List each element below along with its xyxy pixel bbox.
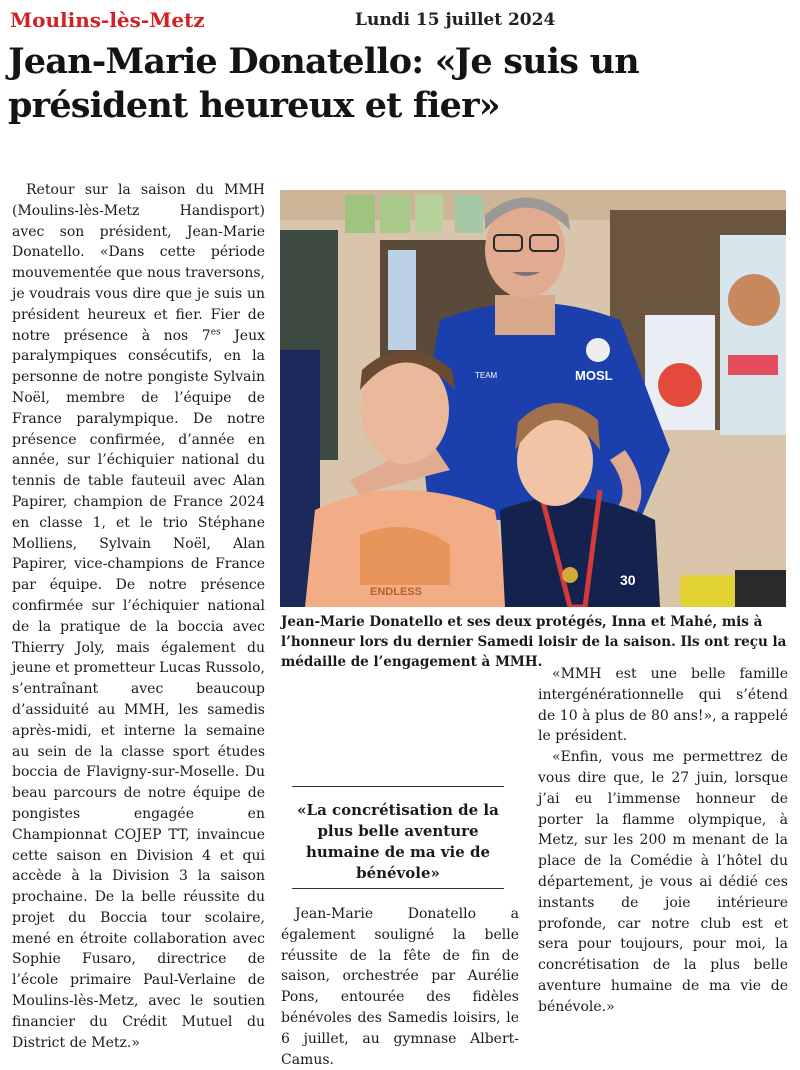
article-headline: Jean-Marie Donatello: «Je suis un président heureux et fier» xyxy=(8,41,639,126)
girl-shirt-text: 30 xyxy=(620,572,636,588)
jersey-brand: TEAM xyxy=(475,371,498,380)
article-paragraph-1 xyxy=(12,180,265,1053)
photo-caption: Jean-Marie Donatello et ses deux protégés, Inna et Mahé, mis à l’honneur lors du dernier Samedi loisir de la saison. Ils ont reçu la médaille de l’engagement à MMH. xyxy=(281,614,787,670)
article-paragraph-3: «MMH est une belle famille intergénérationnelle qui s’étend de 10 à plus de 80 ans!», a rappelé le président. xyxy=(538,666,788,745)
boy-shirt-text: ENDLESS xyxy=(370,586,422,598)
pull-quote-bottom-rule xyxy=(292,888,504,889)
pull-quote-top-rule xyxy=(292,786,504,787)
publication-date: Lundi 15 juillet 2024 xyxy=(355,10,556,30)
article-paragraph-2: Jean-Marie Donatello a également souligné la belle réussite de la fête de fin de saison, orchestrée par Aurélie Pons, entourée des fidèles bénévoles des Samedis loisirs, le 6 juillet, au gymnase Albert-Camus. xyxy=(281,906,519,1068)
article-column-3 xyxy=(538,664,788,1018)
section-kicker: Moulins-lès-Metz xyxy=(10,8,205,32)
article-paragraph-4: «Enfin, vous me permettrez de vous dire que, le 27 juin, lorsque j’ai eu l’immense honneur de porter la flamme olympique, à Metz, sur les 200 m menant de la place de la Comédie à l’hôtel du département, je vous ai dédié ces instants de joie intérieure profonde, car notre club est et sera pour toujours, pour moi, la concrétisation de la plus belle aventure humaine de ma vie de bénévole.» xyxy=(538,749,788,1015)
paragraph-1-start: Retour sur la saison du MMH (Moulins-lès-Metz Handisport) avec son président, Jean-Marie Donatello. «Dans cette période mouvementée que nous traversons, je voudrais vous dire que je suis un président heureux et fier. Fier de notre présence à nos 7 xyxy=(12,182,265,344)
article-column-1 xyxy=(12,180,265,1053)
pull-quote: «La concrétisation de la plus belle aventure humaine de ma vie de bénévole» xyxy=(297,801,499,882)
paragraph-1-rest: Jeux paralympiques consécutifs, en la personne de notre pongiste Sylvain Noël, membre de l’équipe de France paralympique. De notre présence confirmée, d’année en année, sur l’échiquier national du tennis de table fauteuil avec Alan Papirer, champion de France 2024 en classe 1, et le trio Stéphane Molliens, Sylvain Noël, Alan Papirer, vice-champions de France par équipe. De notre présence confirmée sur l’échiquier national de la pratique de la boccia avec Thierry Joly, mais également du jeune et prometteur Lucas Russolo, s’entraînant avec beaucoup d’assiduité au MMH, les samedis après-midi, et interne la semaine au sein de la classe sport études boccia de Flavigny-sur-Moselle. Du beau parcours de notre équipe de pongistes engagée en Championnat COJEP TT, invaincue cette saison en Division 4 et qui accède à la Division 3 la saison prochaine. De la belle réussite du projet du Boccia tour scolaire, mené en étroite collaboration avec Sophie Fusaro, directrice de l’école primaire Paul-Verlaine de Moulins-lès-Metz, avec le soutien financier du Crédit Mutuel du District de Metz.» xyxy=(12,327,265,1051)
ordinal-suffix: es xyxy=(210,326,221,337)
jersey-text: MOSL xyxy=(575,368,613,383)
article-photo xyxy=(280,190,786,607)
